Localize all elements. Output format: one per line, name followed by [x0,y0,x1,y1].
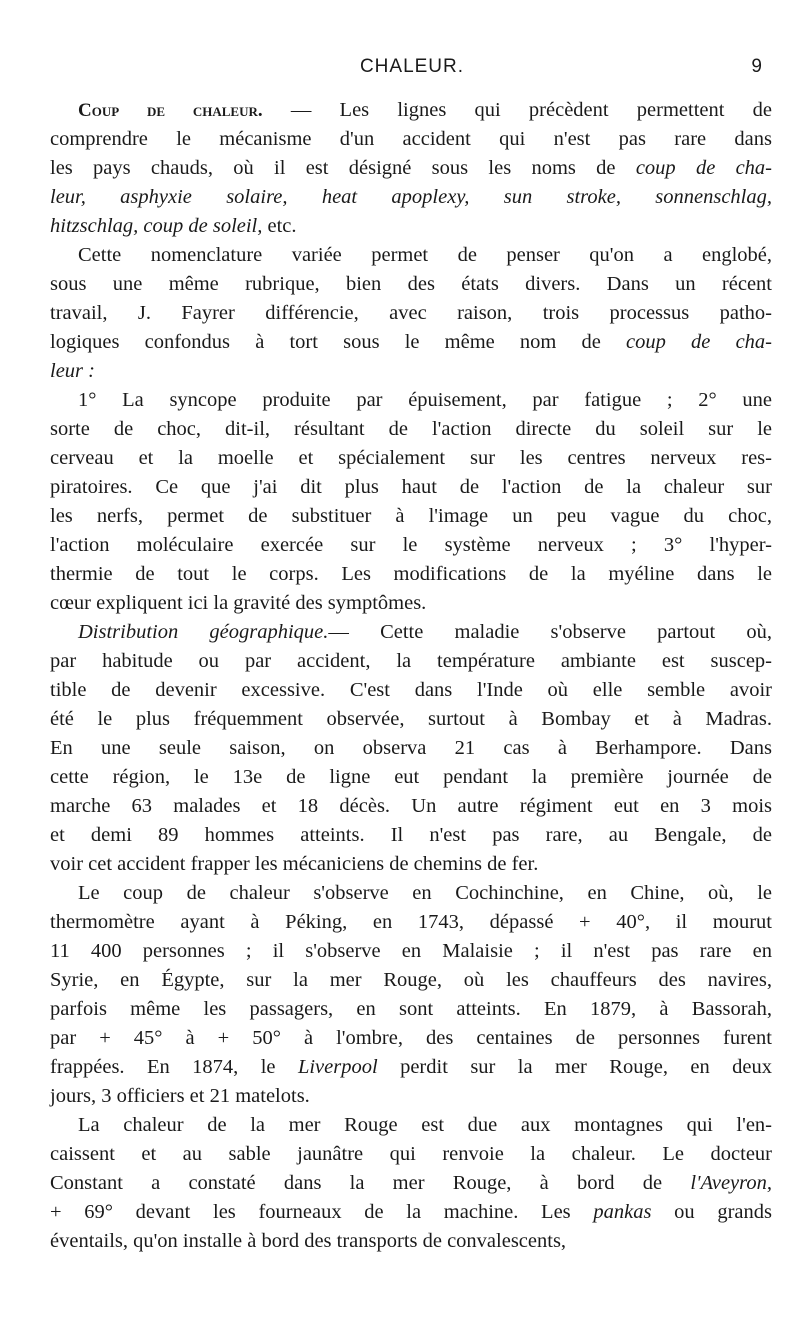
text-line [50,1140,772,1169]
text-line [50,560,772,589]
text-run: Cette nomenclature variée permet de penser qu'on a englobé, [78,244,772,266]
text-line [50,154,772,183]
text-line [50,1053,772,1082]
running-head [48,56,776,84]
text-run: La chaleur de la mer Rouge est due aux montagnes qui l'en- [78,1114,772,1136]
text-line [50,1169,772,1198]
paragraph [50,618,772,879]
text-line [50,850,772,879]
text-line [50,589,772,618]
text-run: pankas [593,1201,652,1223]
text-line [50,1198,772,1227]
text-line [50,937,772,966]
text-run: éventails, qu'on installe à bord des transports de convalescents, [50,1230,567,1252]
text-line [50,502,772,531]
text-run: l'action moléculaire exercée sur le système nerveux ; 3° l'hyper- [50,534,772,556]
text-run: + 69° devant les fourneaux de la machine. Les [50,1201,594,1223]
text-line [50,328,772,357]
text-run: travail, J. Fayrer différencie, avec raison, trois processus patho- [50,302,772,324]
text-line [50,1024,772,1053]
text-run: 11 400 personnes ; il s'observe en Malaisie ; il n'est pas rare en [50,940,772,962]
text-run: coup de cha- [635,157,773,179]
text-line [50,995,772,1024]
text-run: caissent et au sable jaunâtre qui renvoie la chaleur. Le docteur [50,1143,772,1165]
text-line [50,734,772,763]
body-text [50,96,772,1256]
text-line [50,908,772,937]
text-line [50,1227,772,1256]
text-line [50,125,772,154]
text-run: frappées. En 1874, le [50,1056,298,1078]
text-line [50,415,772,444]
text-line [50,879,772,908]
text-line [50,96,772,125]
text-run: cette région, le 13e de ligne eut pendant la première journée de [50,766,772,788]
text-line [50,473,772,502]
run-in-heading: Coup de chaleur. [78,100,263,121]
text-line [50,1082,772,1111]
text-run: 1° La syncope produite par épuisement, par fatigue ; 2° une [78,389,772,411]
text-run: cœur expliquent ici la gravité des symptômes. [50,592,427,614]
text-run: hitzschlag, coup de soleil, [50,215,263,237]
text-run: les pays chauds, où il est désigné sous les noms de [50,157,636,179]
paragraph [50,96,772,241]
text-run: piratoires. Ce que j'ai dit plus haut de l'action de la chaleur sur [50,476,772,498]
text-line [50,618,772,647]
text-line [50,792,772,821]
page-header-title: CHALEUR. [359,56,465,77]
text-line [50,647,772,676]
text-line [50,705,772,734]
text-run: voir cet accident frapper les mécaniciens de chemins de fer. [50,853,539,875]
text-line [50,1111,772,1140]
text-line [50,270,772,299]
text-line [50,183,772,212]
paragraph [50,1111,772,1256]
text-run: les nerfs, permet de substituer à l'image un peu vague du choc, [50,505,772,527]
text-run: Distribution géographique. [78,621,329,643]
paragraph [50,879,772,1111]
text-run: — Cette maladie s'observe partout où, [328,621,773,643]
text-run: été le plus fréquemment observée, surtout à Bombay et à Madras. [50,708,772,730]
text-run: par + 45° à + 50° à l'ombre, des centaines de personnes furent [50,1027,772,1049]
text-line [50,966,772,995]
text-line [50,357,772,386]
text-run: perdit sur la mer Rouge, en deux [377,1056,772,1078]
text-run: sorte de choc, dit-il, résultant de l'action directe du soleil sur le [50,418,772,440]
text-line [50,821,772,850]
text-line [50,386,772,415]
text-run: thermomètre ayant à Péking, en 1743, dépassé + 40°, il mourut [50,911,772,933]
text-run: et demi 89 hommes atteints. Il n'est pas rare, au Bengale, de [50,824,772,846]
text-line [50,241,772,270]
text-run: Le coup de chaleur s'observe en Cochinchine, en Chine, où, le [78,882,772,904]
text-run: jours, 3 officiers et 21 matelots. [50,1085,310,1107]
paragraph [50,386,772,618]
text-run: leur, asphyxie solaire, heat apoplexy, sun stroke, sonnenschlag, [50,186,772,208]
text-run: En une seule saison, on observa 21 cas à Berhampore. Dans [50,737,772,759]
text-run: marche 63 malades et 18 décès. Un autre régiment eut en 3 mois [50,795,772,817]
text-run: Liverpool [297,1056,378,1078]
text-line [50,531,772,560]
text-run: parfois même les passagers, en sont atteints. En 1879, à Bassorah, [50,998,772,1020]
paragraph [50,241,772,386]
text-run: — Les lignes qui précèdent permettent de [262,99,772,121]
text-run: logiques confondus à tort sous le même nom de [50,331,627,353]
text-run: Constant a constaté dans la mer Rouge, à bord de [50,1172,691,1194]
text-run: etc. [262,215,297,237]
text-run: coup de cha- [626,331,772,353]
text-run: sous une même rubrique, bien des états divers. Dans un récent [50,273,772,295]
text-run: leur : [50,360,95,382]
text-line [50,676,772,705]
text-run: tible de devenir excessive. C'est dans l'Inde où elle semble avoir [50,679,772,701]
text-run: par habitude ou par accident, la température ambiante est suscep- [50,650,772,672]
text-line [50,763,772,792]
text-run: Syrie, en Égypte, sur la mer Rouge, où les chauffeurs des navires, [50,969,772,991]
text-line [50,212,772,241]
text-run: thermie de tout le corps. Les modifications de la myéline dans le [50,563,772,585]
text-line [50,299,772,328]
text-run: cerveau et la moelle et spécialement sur les centres nerveux res- [50,447,772,469]
page-number: 9 [751,56,762,77]
text-run: ou grands [651,1201,772,1223]
text-run: comprendre le mécanisme d'un accident qui n'est pas rare dans [50,128,772,150]
text-run: l'Aveyron, [690,1172,772,1194]
text-line [50,444,772,473]
